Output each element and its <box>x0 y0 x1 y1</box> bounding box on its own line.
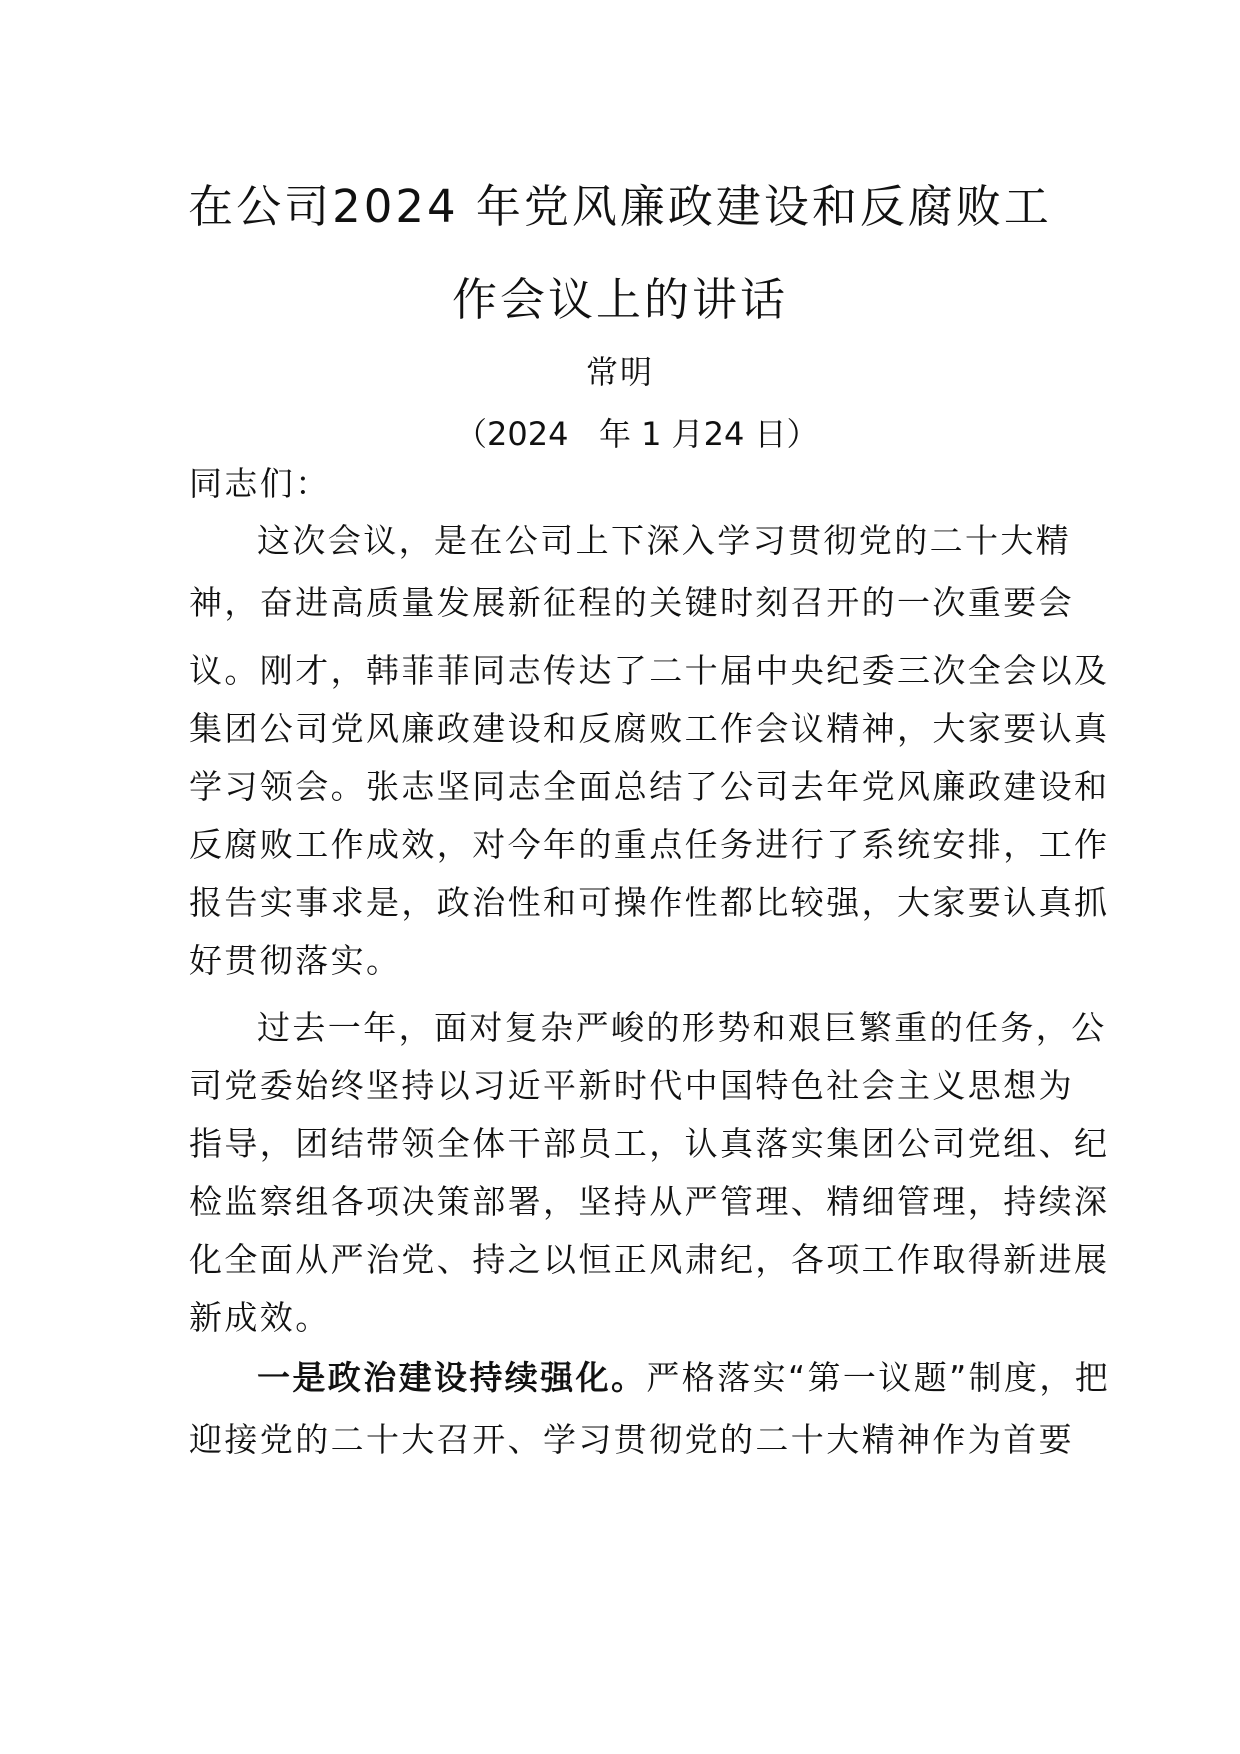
paragraph-line: 集团公司党风廉政建设和反腐败工作会议精神，大家要认真 <box>189 709 1110 748</box>
paragraph-line: 迎接党的二十大召开、学习贯彻党的二十大精神作为首要 <box>189 1420 1074 1459</box>
paragraph-line: 神，奋进高质量发展新征程的关键时刻召开的一次重要会 <box>189 583 1074 622</box>
paragraph-line: 过去一年，面对复杂严峻的形势和艰巨繁重的任务，公 <box>257 1008 1107 1047</box>
paragraph-line: 议。刚才，韩菲菲同志传达了二十届中央纪委三次全会以及 <box>189 651 1110 690</box>
document-title-line-2: 作会议上的讲话 <box>451 273 788 326</box>
speech-date: （2024 年 1 月24 日） <box>455 415 819 453</box>
paragraph-line: 新成效。 <box>189 1298 331 1337</box>
bold-heading-tail: 严格落实“第一议题”制度，把 <box>646 1358 1111 1397</box>
paragraph-line: 这次会议，是在公司上下深入学习贯彻党的二十大精 <box>257 521 1072 560</box>
paragraph-line-bold-lead <box>257 1358 1111 1397</box>
paragraph-line: 检监察组各项决策部署，坚持从严管理、精细管理，持续深 <box>189 1182 1110 1221</box>
paragraph-line: 学习领会。张志坚同志全面总结了公司去年党风廉政建设和 <box>189 767 1110 806</box>
paragraph-line: 报告实事求是，政治性和可操作性都比较强，大家要认真抓 <box>189 883 1110 922</box>
paragraph-line: 反腐败工作成效，对今年的重点任务进行了系统安排，工作 <box>189 825 1110 864</box>
salutation: 同志们： <box>189 464 331 503</box>
paragraph-line: 司党委始终坚持以习近平新时代中国特色社会主义思想为 <box>189 1066 1074 1105</box>
paragraph-line: 指导，团结带领全体干部员工，认真落实集团公司党组、纪 <box>189 1124 1110 1163</box>
bold-heading: 一是政治建设持续强化。 <box>257 1358 647 1397</box>
document-title-line-1: 在公司2024 年党风廉政建设和反腐败工 <box>188 180 1052 233</box>
author-name: 常明 <box>585 353 654 391</box>
paragraph-line: 好贯彻落实。 <box>189 941 402 980</box>
paragraph-line: 化全面从严治党、持之以恒正风肃纪，各项工作取得新进展 <box>189 1240 1110 1279</box>
